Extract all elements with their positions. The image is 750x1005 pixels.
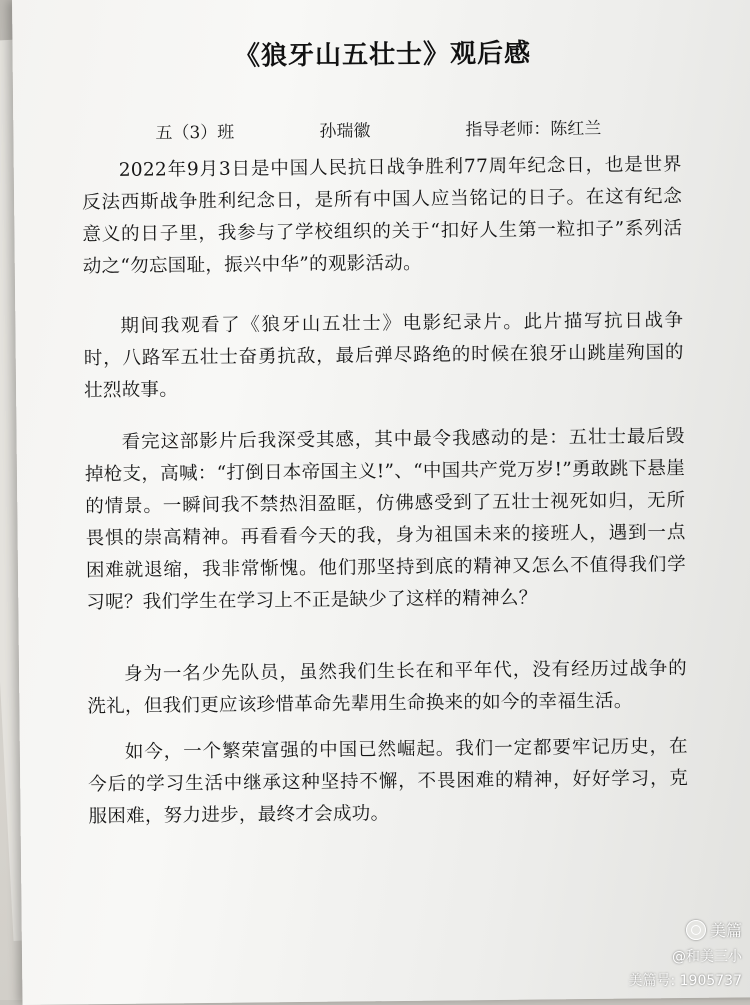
author-name: 孙瑞徽 [319,121,371,142]
watermark-user: @和美三小 [672,949,742,965]
paragraph-2: 期间我观看了《狼牙山五壮士》电影纪录片。此片描写抗日战争时，八路军五壮士奋勇抗敌，最后弹尽路绝的时候在狼牙山跳崖殉国的壮烈故事。 [83,309,684,402]
paragraph-3: 看完这部影片后我深受其感，其中最令我感动的是：五壮士最后毁掉枪支，高喊：“打倒日本帝国主义!”、“中国共产党万岁!”勇敢跳下悬崖的情景。一瞬间我不禁热泪盈眶，仿佛感受到了五壮士视死如归，无所畏惧的崇高精神。再看看今天的我，身为祖国未来的接班人，遇到一点困难就退缩，我非常惭愧。他们那坚持到底的精神又怎么不值得我们学习呢？我们学生在学习上不正是缺少了这样的精神么？ [84,425,687,614]
paper-sheet [12,0,750,1005]
teacher-label: 指导老师：陈红兰 [465,118,602,141]
watermark-id: 美篇号: 1905737 [628,973,742,989]
paragraph-5: 如今，一个繁荣富强的中国已然崛起。我们一定都要牢记历史，在今后的学习生活中继承这种坚持不懈，不畏困难的精神，好好学习，克服困难，努力进步，最终才会成功。 [88,735,689,828]
document-title: 《狼牙山五壮士》观后感 [233,38,532,72]
watermark-brand-text: 美篇 [709,921,742,940]
paragraph-4: 身为一名少先队员，虽然我们生长在和平年代，没有经历过战争的洗礼，但我们更应该珍惜革命先辈用生命换来的如今的幸福生活。 [87,657,688,718]
class-label: 五（3）班 [155,122,235,144]
paragraph-1: 2022年9月3日是中国人民抗日战争胜利77周年纪念日，也是世界反法西斯战争胜利纪念日，是所有中国人应当铭记的日子。在这有纪念意义的日子里，我参与了学校组织的关于“扣好人生第一粒扣子”系列活动之“勿忘国耻，振兴中华”的观影活动。 [82,153,683,278]
meipian-logo-icon [686,920,706,940]
watermark-brand [686,918,742,941]
